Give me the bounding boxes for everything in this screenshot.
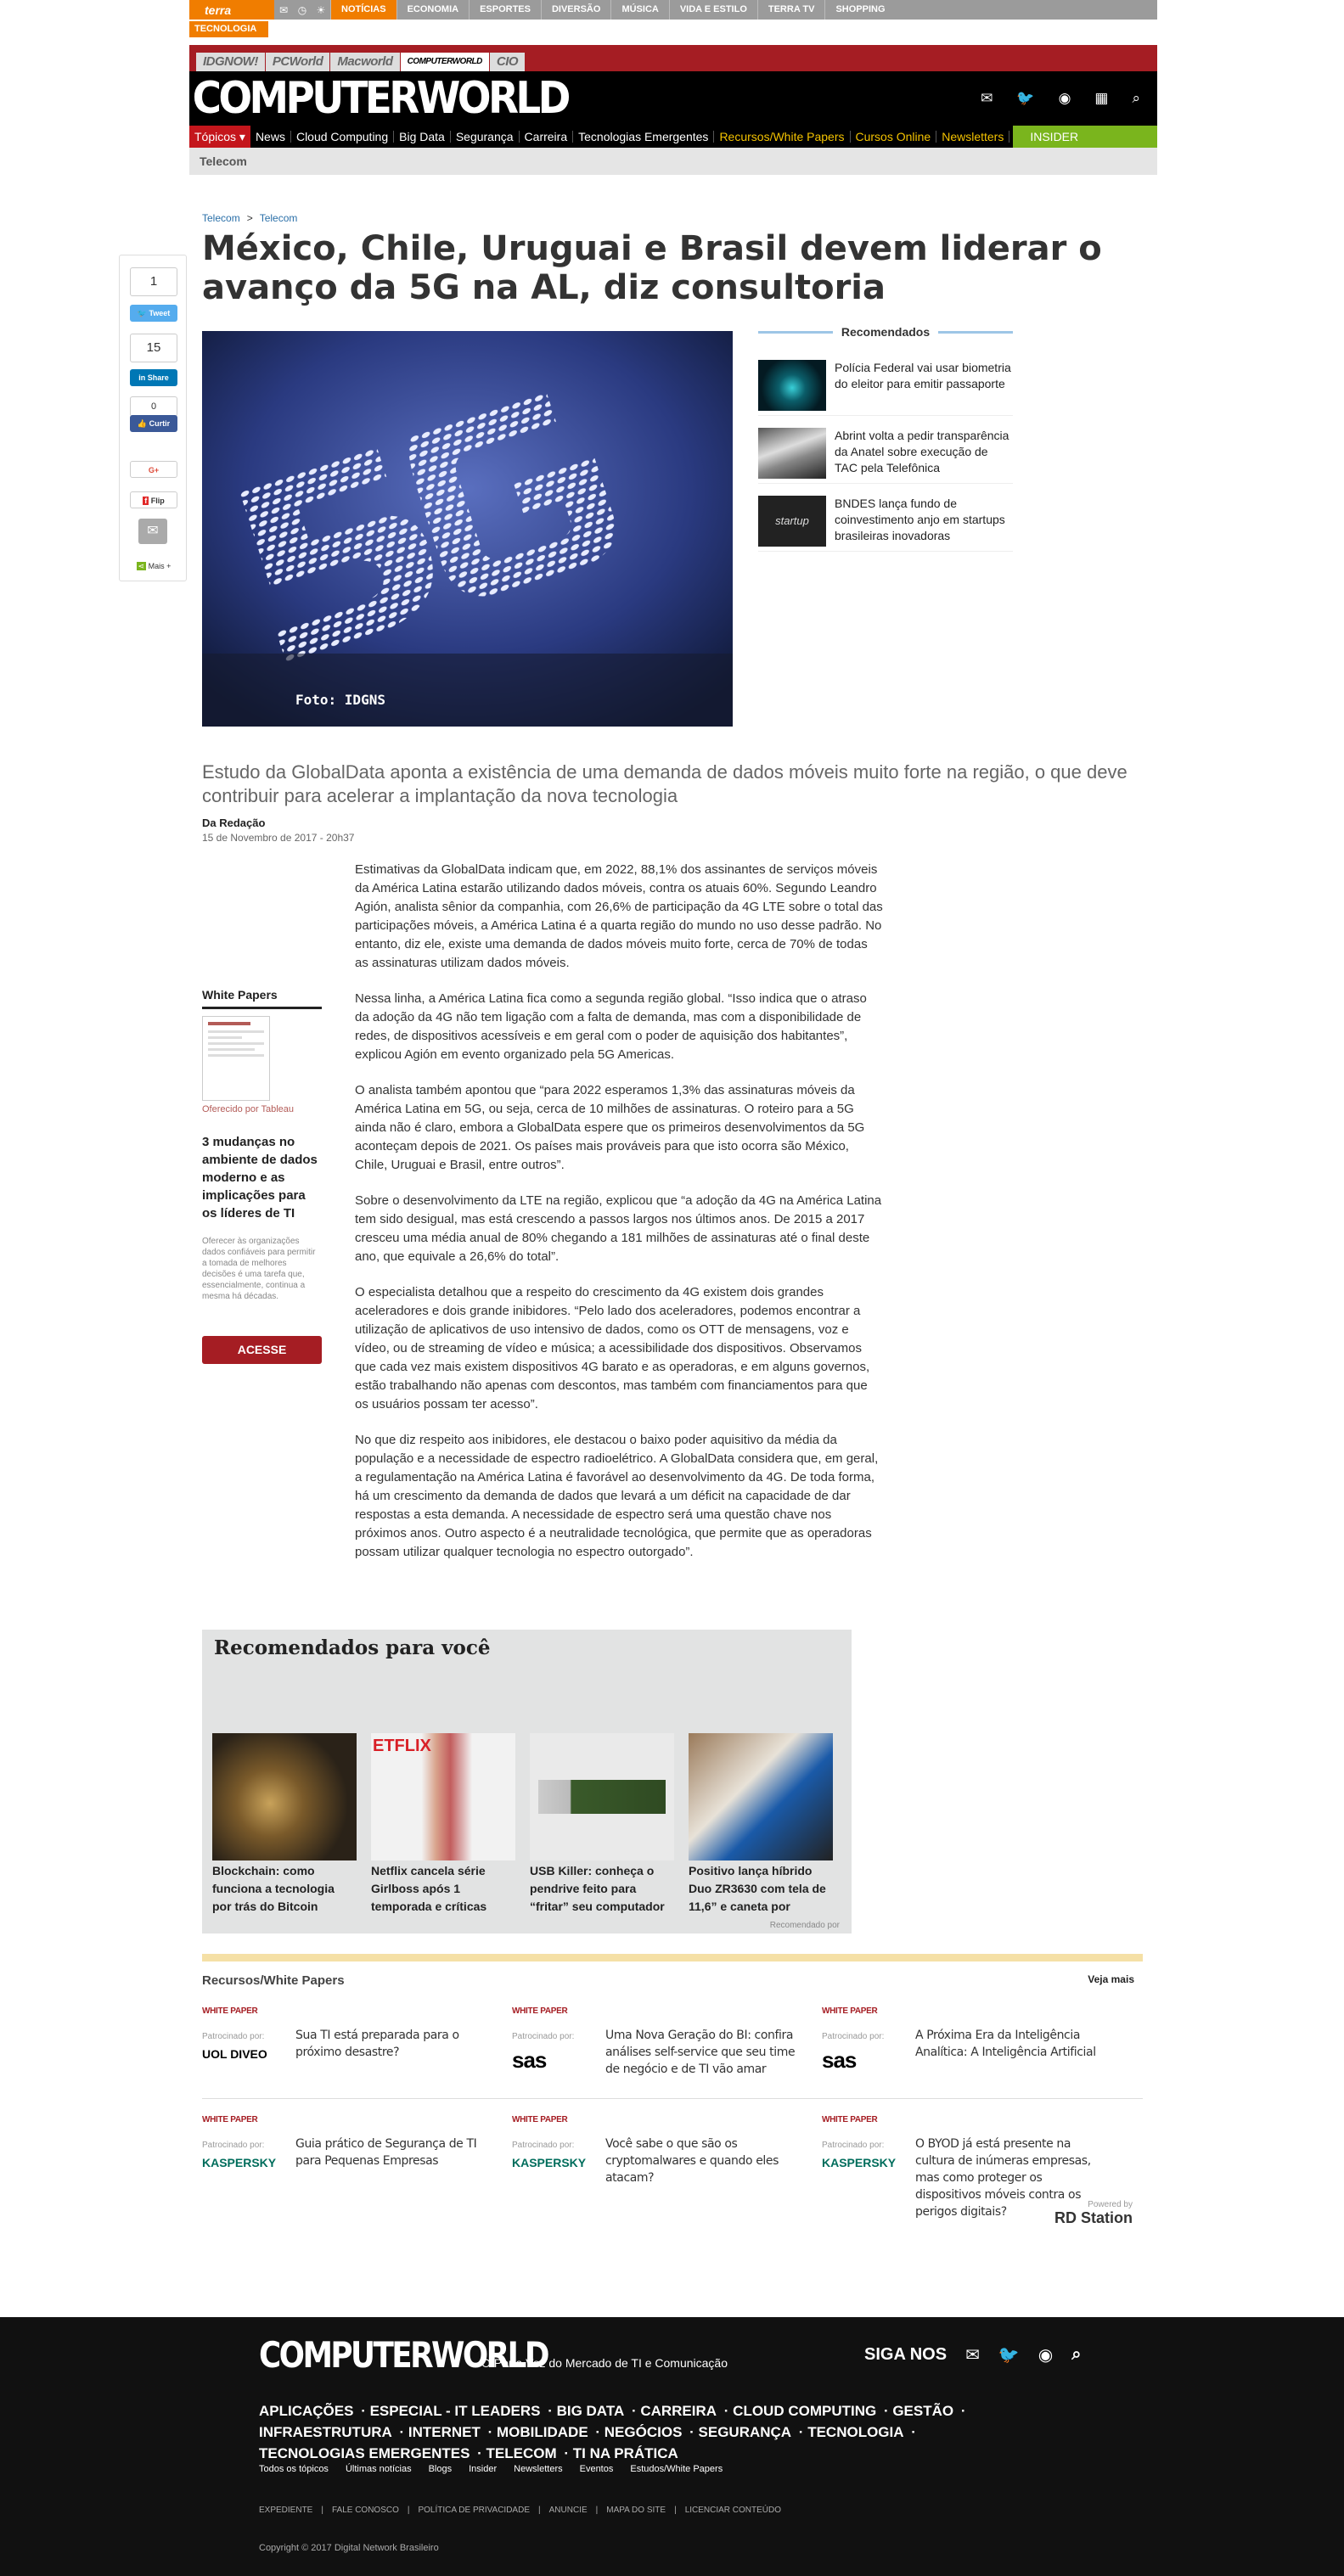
topics-dropdown[interactable]: Tópicos ▾ bbox=[189, 126, 250, 148]
white-paper-item[interactable] bbox=[202, 2115, 499, 2208]
footer-tagline: O Porta Voz do Mercado de TI e Comunicação bbox=[481, 2356, 728, 2370]
kaspersky-logo: KASPERSKY bbox=[202, 2156, 277, 2169]
paragraph: O especialista detalhou que a respeito do crescimento da 4G existem dois grandes aceleradores e dois grande inibidores. “Pelo lado dos aceleradores, podemos encontrar a utilização de aplicativos de uso intensivo de dados, como os OTT de mensagens, voz e vídeo, ou de streaming de vídeo e música; a acessibilidade dos dispositivos. Observamos que cada vez mais existem dispositivos 4G barato e as operadoras, e em alguns governos, estão trabalhando não apenas com descontos, mas também com financiamentos para que os usuários possam ter acesso”. bbox=[355, 1285, 870, 1411]
more-label: Mais + bbox=[148, 562, 172, 570]
share-bar bbox=[119, 255, 187, 581]
breadcrumb bbox=[202, 212, 297, 224]
sponsored-label: Patrocinado por: bbox=[512, 2032, 575, 2041]
copyright: Copyright © 2017 Digital Network Brasileiro bbox=[259, 2543, 439, 2553]
article-body bbox=[355, 861, 883, 1579]
photo-caption: Foto: IDGNS bbox=[295, 692, 385, 708]
twitter-icon: 🐦 bbox=[137, 309, 149, 317]
like-count: 0 bbox=[130, 396, 177, 417]
recommended-by[interactable]: Recomendado por bbox=[769, 1921, 840, 1930]
social-links bbox=[864, 2344, 1081, 2366]
white-paper-description: Oferecer às organizações dados confiáveis para permitir a tomada de melhores decisões é uma tarefa que, essencialmente, continua a mesma há décadas. bbox=[202, 1237, 316, 1301]
sas-logo: sas bbox=[512, 2047, 547, 2073]
nav-item[interactable]: Tecnologias Emergentes bbox=[573, 131, 714, 143]
footer-category[interactable]: CARREIRA bbox=[640, 2403, 717, 2419]
white-paper-item[interactable] bbox=[512, 2115, 809, 2208]
footer-category[interactable]: GESTÃO bbox=[892, 2403, 954, 2419]
insider-link[interactable]: INSIDER bbox=[1013, 126, 1095, 148]
share-count: 15 bbox=[130, 334, 177, 362]
5g-sculpture-photo bbox=[202, 331, 733, 727]
rfy-heading: Recomendados para você bbox=[214, 1636, 491, 1659]
legal-link[interactable]: LICENCIAR CONTEÚDO bbox=[684, 2506, 782, 2515]
tweet-count: 1 bbox=[130, 267, 177, 296]
footer-category[interactable]: INFRAESTRUTURA bbox=[259, 2424, 392, 2440]
calendar-icon[interactable]: ▦ bbox=[1094, 90, 1109, 106]
email-share-icon[interactable]: ✉ bbox=[138, 519, 167, 544]
brand-tab[interactable]: CIO bbox=[490, 53, 525, 71]
sponsored-label: Patrocinado por: bbox=[822, 2141, 885, 2150]
recommended-title: Polícia Federal vai usar biometria do eleitor para emitir passaporte bbox=[835, 361, 1011, 390]
footer-legal-links: EXPEDIENTE | FALE CONOSCO | POLÍTICA DE PRIVACIDADE | ANUNCIE | MAPA DO SITE | LICENCIAR CONTEÚDO bbox=[259, 2506, 782, 2515]
brand-tab[interactable]: COMPUTERWORLD bbox=[401, 53, 489, 71]
recommended-title: Abrint volta a pedir transparência da Anatel sobre execução de TAC pela Telefônica bbox=[835, 429, 1009, 474]
footer-category[interactable]: CLOUD COMPUTING bbox=[733, 2403, 877, 2419]
white-paper-cover[interactable] bbox=[202, 1016, 270, 1101]
positivo-image bbox=[689, 1733, 833, 1860]
white-paper-title: Você sabe o que são os cryptomalwares e quando eles atacam? bbox=[605, 2137, 779, 2185]
white-paper-item[interactable] bbox=[202, 2006, 499, 2100]
search-icon[interactable]: ⌕ bbox=[1071, 2345, 1082, 2364]
legal-link[interactable]: FALE CONOSCO bbox=[331, 2506, 399, 2515]
nav-item[interactable]: Carreira bbox=[520, 131, 574, 143]
footer-category[interactable]: INTERNET bbox=[408, 2424, 481, 2440]
brands-bar bbox=[189, 45, 1157, 71]
rd-station-logo: RD Station bbox=[1054, 2209, 1133, 2226]
legal-link[interactable]: MAPA DO SITE bbox=[606, 2506, 666, 2515]
section-bar bbox=[202, 1954, 1143, 1961]
flipboard-icon: f bbox=[144, 497, 148, 505]
sponsored-label: Patrocinado por: bbox=[822, 2032, 885, 2041]
recommended-title: BNDES lança fundo de coinvestimento anjo em startups brasileiras inovadoras bbox=[835, 497, 1005, 542]
uol-diveo-logo: UOL DIVEO bbox=[202, 2047, 267, 2061]
weather-icon[interactable]: ☀ bbox=[316, 3, 326, 16]
recommended-header bbox=[758, 323, 1013, 341]
recommended-for-you bbox=[202, 1630, 852, 1933]
paragraph: Estimativas da GlobalData indicam que, em 2022, 88,1% dos assinantes de serviços móveis da América Latina estarão utilizando dados móveis, contra os atuais 60%. Segundo Leandro Agión, analista sênior da companhia, com 26,6% de participação da 4G LTE sobre o total das participações móveis, a América Latina é a quarta região do mundo no uso desse padrão. No entanto, diz ele, existe uma demanda de dados móveis muito forte, cerca de 70% de todas as assinaturas utilizam dados móveis. bbox=[355, 862, 883, 970]
footer-category[interactable]: TECNOLOGIA bbox=[807, 2424, 904, 2440]
footer-link[interactable]: Blogs bbox=[428, 2464, 453, 2474]
more-share-button[interactable] bbox=[130, 558, 177, 575]
rfy-card[interactable] bbox=[689, 1733, 833, 1916]
footer-category[interactable]: TECNOLOGIAS EMERGENTES bbox=[259, 2445, 470, 2461]
rss-icon[interactable]: ◉ bbox=[1038, 2346, 1054, 2365]
linkedin-icon: in bbox=[138, 373, 148, 382]
breadcrumb-item[interactable]: Telecom bbox=[202, 212, 240, 224]
rfy-title: Blockchain: como funciona a tecnologia por trás do Bitcoin bbox=[212, 1864, 335, 1913]
kaspersky-logo: KASPERSKY bbox=[822, 2156, 897, 2169]
sponsored-label: Patrocinado por: bbox=[202, 2141, 265, 2150]
publish-date: 15 de Novembro de 2017 - 20h37 bbox=[202, 832, 355, 844]
usb-killer-image bbox=[530, 1733, 674, 1860]
terra-nav-item[interactable]: SHOPPING bbox=[824, 0, 895, 20]
nav-item[interactable]: Big Data bbox=[394, 131, 451, 143]
white-paper-title[interactable]: 3 mudanças no ambiente de dados moderno e as implicações para os líderes de TI bbox=[202, 1135, 318, 1221]
terra-nav bbox=[330, 0, 896, 20]
search-icon[interactable]: ⌕ bbox=[1132, 90, 1140, 106]
rfy-card[interactable] bbox=[212, 1733, 357, 1916]
rfy-title: USB Killer: conheça o pendrive feito para “fritar” seu computador bbox=[530, 1864, 665, 1913]
netflix-image bbox=[371, 1733, 515, 1860]
resources-section bbox=[202, 1954, 1143, 2226]
paragraph: No que diz respeito aos inibidores, ele destacou o baixo poder aquisitivo da média da população e a necessidade de espectro radioelétrico. A GlobalData considera que, em geral, a regulamentação na América Latina é favorável ao desenvolvimento da 4G. De toda forma, há um crescimento da demanda de dados que levará a um déficit na capacidade de dar respostas a esta demanda. A necessidade de espectro será uma questão chave nos próximos anos. Outro aspecto é a neutralidade tecnológica, que permite que as operadoras possam utilizar qualquer tecnologia no espectro outorgado”. bbox=[355, 1433, 879, 1559]
resources-heading: Recursos/White Papers bbox=[202, 1973, 345, 1988]
flip-label: Flip bbox=[150, 497, 165, 505]
footer-link[interactable]: Insider bbox=[469, 2464, 498, 2474]
kaspersky-logo: KASPERSKY bbox=[512, 2156, 587, 2169]
terra-nav-item[interactable]: ECONOMIA bbox=[396, 0, 470, 20]
main-nav bbox=[189, 126, 1157, 148]
nav-item[interactable]: Newsletters bbox=[936, 131, 1009, 143]
sponsored-label: Patrocinado por: bbox=[202, 2032, 265, 2041]
nav-item[interactable]: Cursos Online bbox=[851, 131, 937, 143]
access-button[interactable]: ACESSE bbox=[202, 1336, 322, 1364]
footer-category[interactable]: TI NA PRÁTICA bbox=[572, 2445, 678, 2461]
section-badge[interactable]: TECNOLOGIA bbox=[189, 21, 268, 37]
white-paper-title: Sua TI está preparada para o próximo desastre? bbox=[295, 2029, 459, 2059]
masthead bbox=[189, 71, 1157, 126]
divider bbox=[758, 331, 833, 334]
recommended-item[interactable] bbox=[758, 496, 1013, 552]
sponsor-label: Oferecido por Tableau bbox=[202, 1104, 295, 1114]
footer-link[interactable]: Últimas notícias bbox=[345, 2464, 412, 2474]
google-plus-button[interactable]: G+ bbox=[130, 461, 177, 478]
nav-item[interactable]: Cloud Computing bbox=[291, 131, 394, 143]
terra-nav-item[interactable]: ESPORTES bbox=[469, 0, 541, 20]
share-label: Share bbox=[147, 373, 169, 382]
white-papers-heading: White Papers bbox=[202, 988, 322, 1009]
footer-category[interactable]: BIG DATA bbox=[556, 2403, 625, 2419]
rfy-card[interactable] bbox=[371, 1733, 515, 1916]
page-title: México, Chile, Uruguai e Brasil devem liderar o avanço da 5G na AL, diz consultoria bbox=[202, 229, 1102, 307]
footer-link[interactable]: Todos os tópicos bbox=[259, 2464, 329, 2474]
terra-nav-item[interactable]: DIVERSÃO bbox=[541, 0, 610, 20]
recommended-item[interactable] bbox=[758, 428, 1013, 484]
white-paper-item[interactable] bbox=[822, 2115, 1119, 2219]
thumbnail bbox=[758, 360, 826, 411]
netflix-logo: ETFLIX bbox=[373, 1737, 431, 1755]
brand-tab[interactable]: PCWorld bbox=[266, 53, 330, 71]
white-paper-label: WHITE PAPER bbox=[202, 2115, 258, 2124]
facebook-like-button[interactable] bbox=[130, 415, 177, 432]
rfy-title: Netflix cancela série Girlboss após 1 temporada e críticas bbox=[371, 1864, 487, 1913]
white-paper-label: WHITE PAPER bbox=[822, 2115, 878, 2124]
see-more-link[interactable]: Veja mais bbox=[1088, 1973, 1134, 1985]
terra-nav-item[interactable]: NOTÍCIAS bbox=[330, 0, 396, 20]
footer-link[interactable]: Estudos/White Papers bbox=[630, 2464, 723, 2474]
twitter-icon[interactable]: 🐦 bbox=[1016, 90, 1035, 106]
nav-item[interactable]: Segurança bbox=[451, 131, 520, 143]
rfy-title: Positivo lança híbrido Duo ZR3630 com tela de 11,6” e caneta por bbox=[689, 1864, 826, 1913]
rfy-card[interactable] bbox=[530, 1733, 674, 1916]
tweet-button[interactable] bbox=[130, 305, 177, 322]
footer-link[interactable]: Eventos bbox=[579, 2464, 614, 2474]
footer-category[interactable]: APLICAÇÕES bbox=[259, 2403, 354, 2419]
share-icon: ⋖ bbox=[138, 562, 145, 570]
white-paper-item[interactable] bbox=[822, 2006, 1119, 2100]
footer-logo[interactable]: COMPUTERWORLD bbox=[259, 2334, 548, 2376]
flipboard-button[interactable] bbox=[130, 491, 177, 508]
white-paper-item[interactable] bbox=[512, 2006, 809, 2100]
nav-filler bbox=[1095, 126, 1157, 148]
footer-links bbox=[259, 2464, 723, 2474]
recommended-sidebar bbox=[758, 323, 1013, 542]
legal-link[interactable]: ANUNCIE bbox=[548, 2506, 588, 2515]
white-paper-title: A Próxima Era da Inteligência Analítica: A Inteligência Artificial bbox=[915, 2029, 1096, 2059]
footer-category[interactable]: TELECOM bbox=[486, 2445, 557, 2461]
site-logo[interactable]: COMPUTERWORLD bbox=[192, 73, 568, 124]
mail-icon[interactable]: ✉ bbox=[278, 3, 289, 16]
powered-by-label: Powered by bbox=[1088, 2200, 1133, 2209]
nav-item[interactable]: Recursos/White Papers bbox=[714, 131, 850, 143]
paragraph: O analista também apontou que “para 2022 esperamos 1,3% das assinaturas móveis da América Latina em 5G, ou seja, cerca de 10 milhões de assinaturas. O roteiro para a 5G ainda não é claro, embora a GlobalData espere que os primeiros desenvolvimentos da 5G aconteçam depois de 2021. Os países mais prováveis para que isto ocorra são México, Chile, Uruguai e Brasil, entre outros”. bbox=[355, 1083, 865, 1172]
recommended-heading: Recomendados bbox=[841, 325, 931, 339]
paragraph: Sobre o desenvolvimento da LTE na região, explicou que “a adoção da 4G na América Latina tem sido desigual, mas está crescendo a passos largos nos últimos anos. De 2015 a 2017 cresceu uma média anual de 80% chegando a 181 milhões de assinaturas até o final deste ano, que equivale a 26,6% do total”. bbox=[355, 1193, 882, 1264]
article-subtitle: Estudo da GlobalData aponta a existência de uma demanda de dados móveis muito forte na região, o que deve contribuir para acelerar a implantação da nova tecnologia bbox=[202, 761, 1127, 806]
like-label: Curtir bbox=[149, 419, 171, 428]
footer-category[interactable]: ESPECIAL - IT LEADERS bbox=[369, 2403, 541, 2419]
footer-category[interactable]: MOBILIDADE bbox=[497, 2424, 588, 2440]
linkedin-share-button[interactable] bbox=[130, 369, 177, 386]
sponsored-label: Patrocinado por: bbox=[512, 2141, 575, 2150]
follow-us-label: SIGA NOS bbox=[864, 2345, 948, 2364]
envelope-icon[interactable]: ✉ bbox=[981, 90, 993, 106]
hero-image bbox=[202, 331, 733, 727]
twitter-icon[interactable]: 🐦 bbox=[998, 2346, 1020, 2365]
recommended-item[interactable] bbox=[758, 360, 1013, 416]
terra-nav-item[interactable]: VIDA E ESTILO bbox=[669, 0, 757, 20]
breadcrumb-item[interactable]: Telecom bbox=[259, 212, 298, 224]
divider bbox=[938, 331, 1013, 334]
footer-link[interactable]: Newsletters bbox=[514, 2464, 563, 2474]
thumbnail bbox=[758, 428, 826, 479]
white-paper-aside bbox=[202, 988, 322, 1364]
white-paper-title: O BYOD já está presente na cultura de inúmeras empresas, mas como proteger os dispositivos móveis contra os perigos digitais? bbox=[915, 2137, 1091, 2219]
rd-station-badge[interactable] bbox=[1054, 2200, 1133, 2227]
white-paper-label: WHITE PAPER bbox=[822, 2006, 878, 2016]
footer-category[interactable]: SEGURANÇA bbox=[698, 2424, 792, 2440]
tweet-label: Tweet bbox=[149, 309, 171, 317]
legal-link[interactable]: POLÍTICA DE PRIVACIDADE bbox=[418, 2506, 530, 2515]
white-paper-label: WHITE PAPER bbox=[512, 2006, 568, 2016]
white-paper-label: WHITE PAPER bbox=[512, 2115, 568, 2124]
terra-logo[interactable]: terra bbox=[189, 0, 274, 20]
sas-logo: sas bbox=[822, 2047, 857, 2073]
bitcoin-image bbox=[212, 1733, 357, 1860]
footer bbox=[0, 2317, 1344, 2576]
terra-nav-item[interactable]: MÚSICA bbox=[610, 0, 668, 20]
divider bbox=[202, 2098, 1143, 2099]
paragraph: Nessa linha, a América Latina fica como a segunda região global. “Isso indica que o atraso da adoção da 4G não tem ligação com a falta de demanda, mas com a disponibilidade de redes, de dispositivos acessíveis e em geral com o poder de aquisição dos habitantes”, explicou Agión em evento organizado pela 5G Americas. bbox=[355, 991, 867, 1062]
author[interactable]: Da Redação bbox=[202, 817, 266, 829]
terra-top-bar bbox=[189, 0, 1157, 20]
brand-tab[interactable]: Macworld bbox=[330, 53, 399, 71]
white-paper-title: Guia prático de Segurança de TI para Pequenas Empresas bbox=[295, 2137, 477, 2168]
thumbs-up-icon: 👍 bbox=[137, 419, 149, 428]
rss-icon[interactable]: ◉ bbox=[1058, 90, 1071, 106]
footer-categories: APLICAÇÕES · ESPECIAL - IT LEADERS · BIG DATA · CARREIRA · CLOUD COMPUTING · GESTÃO · INFRAESTRUTURA · INTERNET · MOBILIDADE · NEGÓCIOS · SEGURANÇA · TECNOLOGIA · TECNOLOGIAS EMERGENTES · TELECOM · TI NA PRÁTICA bbox=[259, 2403, 966, 2461]
white-paper-title: Uma Nova Geração do BI: confira análises self-service que seu time de negócio e de TI vão amar bbox=[605, 2029, 796, 2076]
white-paper-label: WHITE PAPER bbox=[202, 2006, 258, 2016]
nav-item[interactable]: News bbox=[250, 131, 291, 143]
startup-thumbnail: startup bbox=[758, 496, 826, 547]
breadcrumb-separator: > bbox=[246, 212, 253, 224]
terra-nav-item[interactable]: TERRA TV bbox=[757, 0, 825, 20]
sub-nav[interactable]: Telecom bbox=[189, 148, 1157, 175]
brand-tab[interactable]: IDGNOW! bbox=[196, 53, 265, 71]
footer-category[interactable]: NEGÓCIOS bbox=[604, 2424, 683, 2440]
legal-link[interactable]: EXPEDIENTE bbox=[259, 2506, 313, 2515]
envelope-icon[interactable]: ✉ bbox=[965, 2346, 980, 2365]
clock-icon[interactable]: ◷ bbox=[297, 3, 307, 16]
